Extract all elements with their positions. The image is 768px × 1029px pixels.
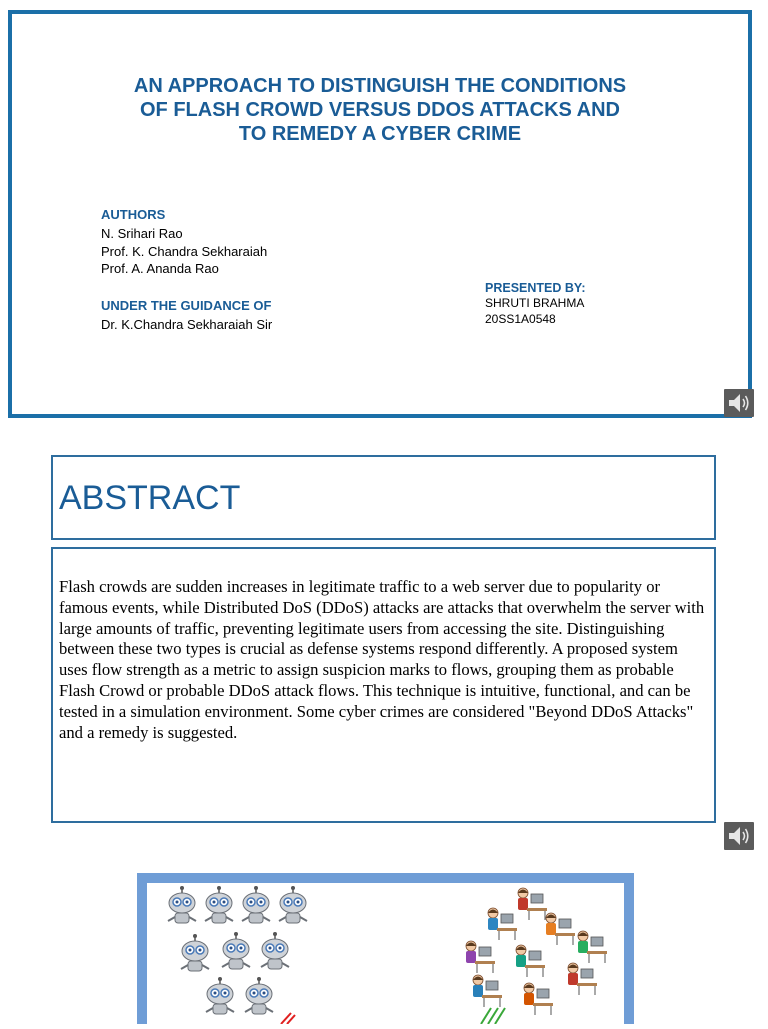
abstract-text: Flash crowds are sudden increases in legitimate traffic to a web server due to popularity or famous events, while Distributed DoS (DDoS) attacks are attacks that overwhelm the server with large amounts of traffic, preventing legitimate users from accessing the site. Distinguishing between these two types is crucial as defense systems respond differently. A proposed system uses flow strength as a metric to assign suspicion marks to flows, grouping them as probable Flash Crowd or probable DDoS attack flows. This technique is intuitive, functional, and can be tested in a simulation environment. Some cyber crimes are considered "Beyond DDoS Attacks" and a remedy is suggested. bbox=[59, 577, 705, 742]
author-2: Prof. K. Chandra Sekharaiah bbox=[101, 243, 268, 259]
speaker-icon-2[interactable] bbox=[724, 822, 754, 850]
robot-icon bbox=[206, 977, 234, 1014]
person-at-computer-icon bbox=[473, 975, 502, 1007]
author-1: N. Srihari Rao bbox=[101, 226, 183, 241]
robot-icon bbox=[245, 977, 273, 1014]
robot-icon bbox=[222, 932, 250, 969]
title-line-2: OF FLASH CROWD VERSUS DDOS ATTACKS AND bbox=[140, 99, 620, 121]
abstract-title-box bbox=[51, 455, 716, 540]
title-line-1: AN APPROACH TO DISTINGUISH THE CONDITIONS bbox=[133, 75, 627, 97]
slide-title bbox=[12, 74, 748, 146]
robot-icons bbox=[168, 886, 307, 1014]
robot-icon bbox=[181, 934, 209, 971]
person-at-computer-icon bbox=[524, 983, 553, 1015]
person-at-computer-icon bbox=[546, 913, 575, 945]
abstract-body-box bbox=[51, 547, 716, 823]
title-line-3: TO REMEDY A CYBER CRIME bbox=[238, 123, 522, 145]
illustration-slide bbox=[137, 873, 634, 1024]
person-at-computer-icon bbox=[568, 963, 597, 995]
speaker-icon[interactable] bbox=[724, 389, 754, 417]
guide-name: Dr. K.Chandra Sekharaiah Sir bbox=[101, 317, 273, 332]
presenter-id: 20SS1A0548 bbox=[485, 312, 556, 326]
robot-icon bbox=[168, 886, 196, 923]
red-arrow-marks bbox=[281, 1013, 295, 1024]
guidance-label: UNDER THE GUIDANCE OF bbox=[101, 298, 272, 313]
people-at-computers bbox=[466, 888, 607, 1015]
robot-icon bbox=[205, 886, 233, 923]
title-slide bbox=[8, 10, 752, 418]
person-at-computer-icon bbox=[466, 941, 495, 973]
presenter-name: SHRUTI BRAHMA bbox=[485, 296, 585, 310]
person-at-computer-icon bbox=[578, 931, 607, 963]
authors-label: AUTHORS bbox=[101, 207, 166, 222]
illustration-svg bbox=[147, 883, 624, 1024]
person-at-computer-icon bbox=[518, 888, 547, 920]
robot-icon bbox=[242, 886, 270, 923]
person-at-computer-icon bbox=[516, 945, 545, 977]
abstract-heading: ABSTRACT bbox=[59, 479, 241, 517]
presented-by-label: PRESENTED BY: bbox=[485, 281, 586, 295]
robot-icon bbox=[261, 932, 289, 969]
robot-icon bbox=[279, 886, 307, 923]
green-arrow-marks bbox=[481, 1008, 505, 1024]
author-3: Prof. A. Ananda Rao bbox=[101, 261, 219, 276]
person-at-computer-icon bbox=[488, 908, 517, 940]
illustration-canvas bbox=[147, 883, 624, 1024]
